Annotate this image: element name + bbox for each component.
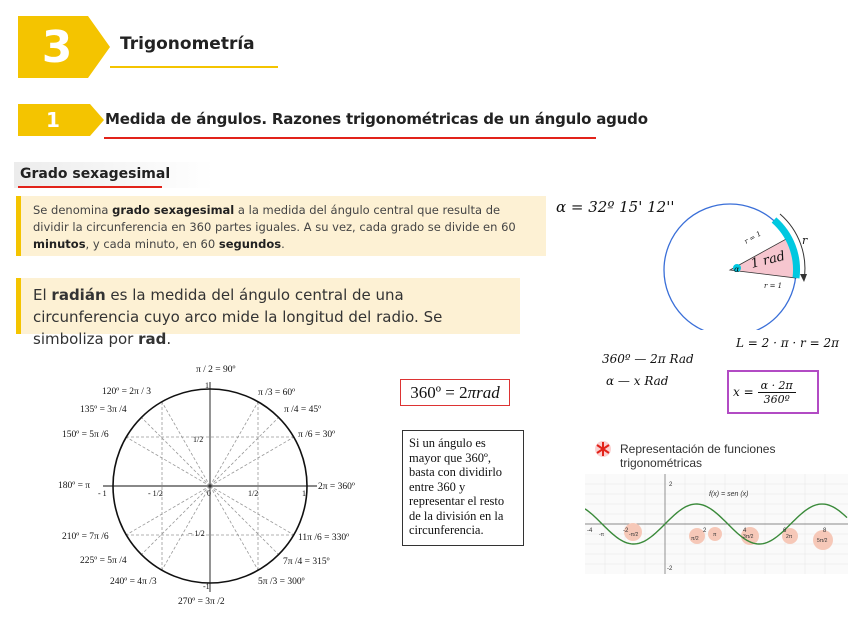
- circle-r1-label: r = 1: [743, 229, 763, 246]
- alpha-value: α = 32º 15' 12'': [556, 198, 675, 216]
- angle-label-330: 11π /6 = 330º: [298, 533, 350, 543]
- graph-y-bottom: -2: [667, 566, 673, 572]
- angle-label-30: π /6 = 30º: [298, 430, 336, 440]
- axis-label-bottom: -1: [203, 582, 210, 591]
- radian-circle-diagram: [652, 200, 828, 330]
- angle-label-210: 210º = 7π /6: [62, 532, 109, 542]
- radian-definition-box: El radián es la medida del ángulo central de una circunferencia cuyo arco mide la longitud del radio. Se simboliza por rad.: [16, 278, 520, 334]
- circumference-length: L = 2 · π · r = 2π: [736, 336, 840, 350]
- angle-label-60: π /3 = 60º: [258, 388, 296, 398]
- chapter-underline: [110, 66, 278, 68]
- graph-point-2: -π/2: [629, 532, 639, 538]
- angle-label-135: 135º = 3π /4: [80, 405, 127, 415]
- graph-y-top: 2: [669, 482, 673, 488]
- angle-label-300: 5π /3 = 300º: [258, 577, 305, 587]
- graph-point-7: 5π/2: [817, 538, 828, 544]
- angle-label-180: 180º = π: [58, 481, 91, 491]
- axis-label-half-down: − 1/2: [188, 529, 205, 538]
- subsection-underline: [18, 186, 162, 188]
- graph-x-tick-1: -4: [587, 528, 593, 534]
- unit-circle-diagram: [0, 356, 400, 612]
- graph-function-label: f(x) = sen (x): [709, 491, 749, 498]
- angle-label-120: 120º = 2π / 3: [102, 387, 151, 397]
- circle-r-label: r: [802, 234, 808, 247]
- axis-label-half-up: 1/2: [193, 435, 204, 444]
- angle-label-45: π /4 = 45º: [284, 405, 322, 415]
- angle-label-240: 240º = 4π /3: [110, 577, 157, 587]
- graph-x-tick-2: -2: [623, 528, 629, 534]
- graph-x-tick-3: 2: [703, 528, 707, 534]
- angle-label-270: 270º = 3π /2: [178, 597, 225, 607]
- sine-graph: [585, 474, 848, 574]
- axis-label-half-right: 1/2: [248, 489, 259, 498]
- axis-label-top: 1: [205, 381, 209, 390]
- graph-point-5: 3π/2: [743, 534, 754, 540]
- axis-label-half-left: - 1/2: [148, 489, 163, 498]
- circle-rad-label: 1 rad: [749, 248, 787, 272]
- chapter-number: 3: [41, 21, 73, 73]
- chapter-title: Trigonometría: [120, 34, 255, 54]
- functions-title: Representación de funciones trigonométricas: [620, 442, 776, 470]
- graph-point-1: -π: [599, 532, 605, 538]
- graph-point-4: π: [713, 532, 717, 538]
- axis-label-left: - 1: [98, 489, 107, 498]
- angle-label-90: π / 2 = 90º: [196, 365, 236, 375]
- section-underline: [104, 137, 596, 139]
- proportion-row-2: α — x Rad: [606, 374, 669, 388]
- axis-label-right: 1: [302, 489, 306, 498]
- axis-label-origin: 0: [207, 489, 211, 498]
- x-formula-box: x = $\frac{\alpha \cdot 2\pi}{\text{360º}}$: [727, 370, 819, 414]
- angle-label-315: 7π /4 = 315º: [283, 557, 330, 567]
- asterisk-icon: [594, 440, 612, 458]
- circle-alpha-label: α: [734, 265, 740, 274]
- section-number: 1: [46, 108, 60, 132]
- graph-x-tick-5: 6: [783, 528, 787, 534]
- angle-label-225: 225º = 5π /4: [80, 556, 127, 566]
- circle-r1b-label: r = 1: [764, 282, 783, 290]
- definition-box: Se denomina grado sexagesimal a la medida del ángulo central que resulta de dividir la circunferencia en 360 partes iguales. A su vez, cada grado se divide en 60 minutos, y cada minuto, en 60 segundos.: [16, 196, 546, 256]
- equation-box: 360º = 2 π rad: [400, 379, 510, 406]
- section-title: Medida de ángulos. Razones trigonométricas de un ángulo agudo: [105, 110, 648, 128]
- angle-label-150: 150º = 5π /6: [62, 430, 109, 440]
- graph-point-3: π/2: [691, 536, 699, 542]
- graph-point-6: 2π: [786, 534, 793, 540]
- angle-label-360: 2π = 360º: [318, 482, 355, 492]
- subsection-title: Grado sexagesimal: [20, 166, 171, 182]
- note-box: Si un ángulo es mayor que 360º, basta con dividirlo entre 360 y representar el resto de la división en la circunferencia.: [402, 430, 524, 546]
- proportion-row-1: 360º — 2π Rad: [602, 352, 694, 366]
- graph-x-tick-6: 8: [823, 528, 827, 534]
- graph-x-tick-4: 4: [743, 528, 747, 534]
